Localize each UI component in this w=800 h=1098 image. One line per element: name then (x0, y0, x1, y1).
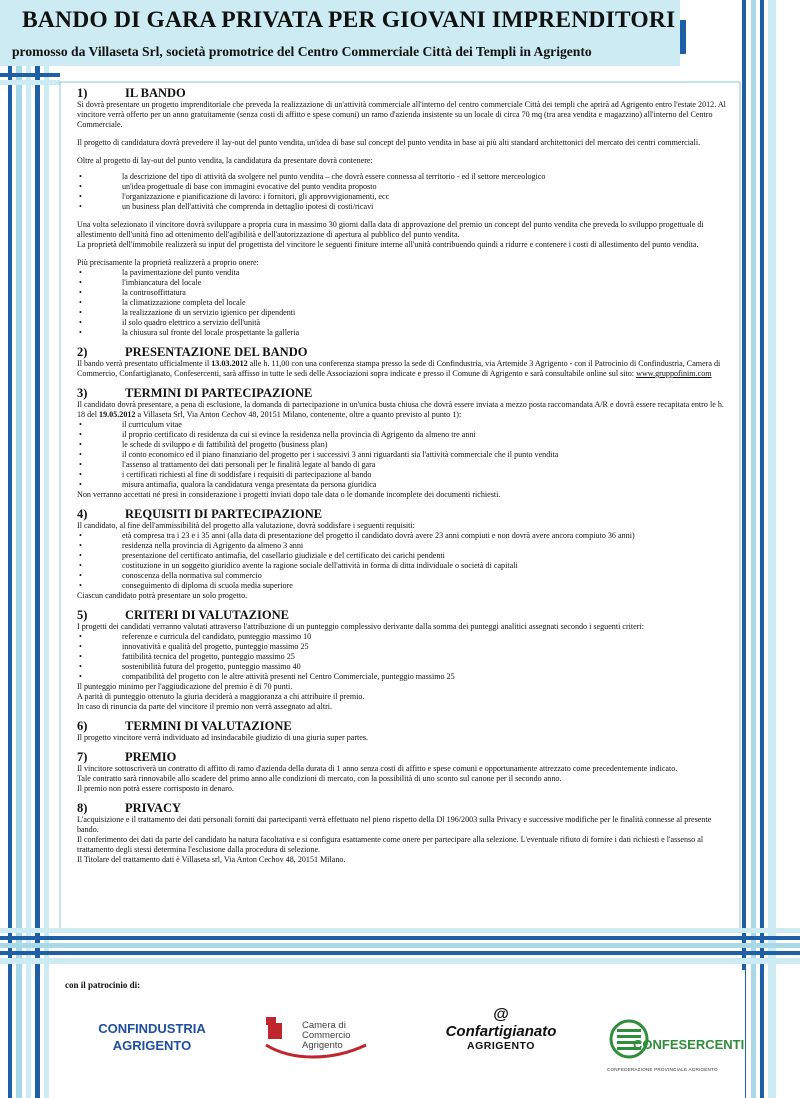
section-termini-partecipazione (77, 386, 730, 500)
paragraph: Ciascun candidato potrà presentare un solo progetto. (77, 591, 248, 600)
list-item: • un business plan dell'attività che comprenda in dettaglio ipotesi di costi/ricavi (77, 202, 730, 212)
section-requisiti (77, 507, 730, 601)
bullet-list (77, 420, 730, 490)
section-heading: 8) PRIVACY (77, 801, 182, 815)
paragraph: Oltre al progetto di lay-out del punto vendita, la candidatura da presentare dovrà contenere: (77, 156, 373, 165)
list-item: • l'assenso al trattamento dei dati personali per le finalità legate al bando di gara (77, 460, 730, 470)
list-item: • le schede di sviluppo e di fattibilità del progetto (business plan) (77, 440, 730, 450)
sponsors-title: con il patrocinio di: (65, 980, 141, 990)
section-heading: 3) TERMINI DI PARTECIPAZIONE (77, 386, 313, 400)
paragraph: Il progetto vincitore verrà individuato ad insindacabile giudizio di una giuria super partes. (77, 733, 369, 742)
bullet-list (77, 531, 730, 591)
paragraph: Il bando verrà presentato ufficialmente il 13.03.2012 alle h. 11,00 con una conferenza stampa presso la sede di Confindustria, via Artemide 3 Agrigento - con il Patrocinio di Confindustria, Camera di Commercio, Confartigianato, Confesercenti, sarà affisso in tutte le sedi delle Associazioni sopra indicate e presso il Comune di Agrigento e sarà consultabile online sul sito: www.gruppofinim.com (77, 359, 721, 378)
paragraph: Si dovrà presentare un progetto imprenditoriale che preveda la realizzazione di un'attività commerciale all'interno del centro commerciale Città dei templi che aprirà ad Agrigento entro l'estate 2012. Al vincitore verrà offerto per un anno gratuitamente (senza costi di affitto e spese comuni) un ramo d'azienda insistente su un locale di circa 70 mq (tra area vendita e magazzino) all'interno del Centro Commerciale. (77, 100, 726, 129)
paragraph: Il progetto di candidatura dovrà prevedere il lay-out del punto vendita, un'idea di base sul concept del punto vendita in base ai più alti standard architettonici del mercato dei centri commerciali. (77, 138, 701, 147)
list-item: • l'organizzazione e pianificazione di lavoro: i fornitori, gli approvvigionamenti, ecc (77, 192, 730, 202)
paragraph: In caso di rinuncia da parte del vincitore il premio non verrà assegnato ad altri. (77, 702, 333, 711)
paragraph: Il premio non potrà essere corrisposto in denaro. (77, 784, 234, 793)
section-heading: 5) CRITERI DI VALUTAZIONE (77, 608, 289, 622)
list-item: • costituzione in un soggetto giuridico avente la ragione sociale dell'attività in forma di ditta individuale o società di capitali (77, 561, 730, 571)
paragraph: A parità di punteggio ottenuto la giuria deciderà a maggioranza a chi attribuire il premio. (77, 692, 365, 701)
presentation-date: 13.03.2012 (211, 359, 248, 368)
logo-text: AGRIGENTO (467, 1040, 535, 1052)
list-item: • i certificati richiesti al fine di soddisfare i requisiti di partecipazione al bando (77, 470, 730, 480)
list-item: • residenza nella provincia di Agrigento da almeno 3 anni (77, 541, 730, 551)
paragraph: Non verranno accettati né presi in considerazione i progetti inviati dopo tale data o le domande incomplete dei documenti richiesti. (77, 490, 501, 499)
website-link[interactable]: www.gruppofinim.com (636, 369, 712, 378)
list-item: • misura antimafia, qualora la candidatura venga presentata da persona giuridica (77, 480, 730, 490)
paragraph: Il Titolare del trattamento dati è Villaseta srl, Via Anton Cechov 48, 20151 Milano. (77, 855, 346, 864)
section-heading: 2) PRESENTAZIONE DEL BANDO (77, 345, 308, 359)
paragraph: Il candidato, al fine dell'ammissibilità del progetto alla valutazione, dovrà soddisfare i seguenti requisiti: (77, 521, 415, 530)
list-item: • compatibilità del progetto con le altre attività presenti nel Centro Commerciale, punteggio massimo 25 (77, 672, 730, 682)
list-item: • la pavimentazione del punto vendita (77, 268, 730, 278)
list-item: • la climatizzazione completa del locale (77, 298, 730, 308)
confindustria-logo (88, 1020, 216, 1054)
section-criteri (77, 608, 730, 712)
list-item: • il proprio certificato di residenza da cui si evince la residenza nella provincia di Agrigento da almeno tre anni (77, 430, 730, 440)
list-item: • conseguimento di diploma di scuola media superiore (77, 581, 730, 591)
confartigianato-logo (440, 1007, 562, 1052)
section-heading: 7) PREMIO (77, 750, 177, 764)
section-heading: 1) IL BANDO (77, 86, 186, 100)
list-item: • fattibilità tecnica del progetto, punteggio massimo 25 (77, 652, 730, 662)
section-heading: 4) REQUISITI DI PARTECIPAZIONE (77, 507, 323, 521)
list-item: • la chiusura sul fronte del locale prospettante la galleria (77, 328, 730, 338)
list-item: • referenze e curricula del candidato, punteggio massimo 10 (77, 632, 730, 642)
paragraph: I progetti dei candidati verranno valutati attraverso l'attribuzione di un punteggio complessivo derivante dalla somma dei punteggi analitici assegnati secondo i seguenti criteri: (77, 622, 644, 631)
paragraph: Una volta selezionato il vincitore dovrà sviluppare a propria cura in massimo 30 giorni dalla data di approvazione del premio un concept del punto vendita che preveda lo sviluppo progettuale di allestimento dell'unità fino ad ottenimento dell'agibilità e dell'autorizzazione di apertura al pubblico del punto vendita. (77, 220, 704, 239)
logo-text: Camera di Commercio (302, 1020, 351, 1041)
logo-text: CONFESERCENTI (633, 1037, 745, 1052)
paragraph: L'acquisizione e il trattamento dei dati personali forniti dai partecipanti verrà effettuato nel pieno rispetto della Dl 196/2003 sulla Privacy e successive modifiche per le finalità connesse al presente bando. (77, 815, 712, 834)
paragraph: Più precisamente la proprietà realizzerà a proprio onere: (77, 258, 259, 267)
page-title: BANDO DI GARA PRIVATA PER GIOVANI IMPRENDITORI (22, 7, 676, 33)
logo-text: CONFINDUSTRIA (98, 1021, 206, 1036)
section-bando (77, 86, 730, 338)
list-item: • innovatività e qualità del progetto, punteggio massimo 25 (77, 642, 730, 652)
page-subtitle: promosso da Villaseta Srl, società promotrice del Centro Commerciale Città dei Templi in Agrigento (12, 44, 592, 59)
section-heading: 6) TERMINI DI VALUTAZIONE (77, 719, 292, 733)
list-item: • la realizzazione di un servizio igienico per dipendenti (77, 308, 730, 318)
list-item: • la descrizione del tipo di attività da svolgere nel punto vendita – che dovrà essere connessa al territorio - ed il settore merceologico (77, 172, 730, 182)
logo-text: AGRIGENTO (112, 1038, 192, 1053)
paragraph: La proprietà dell'immobile realizzerà su input del progettista del vincitore le seguenti finiture interne all'unità contribuendo quindi a ridurre e contenere i costi di allestimento del punto vendita. (77, 240, 699, 249)
paragraph: Il conferimento dei dati da parte del candidato ha natura facoltativa e si configura esattamente come onere per partecipare alla selezione. L'eventuale rifiuto di fornire i dati richiesti e l'assenso al trattamento degli stessi determina l'esclusione dalla procedura di selezione. (77, 835, 704, 854)
header-stripe (680, 20, 686, 54)
section-premio (77, 750, 730, 794)
paragraph: Il candidato dovrà presentare, a pena di esclusione, la domanda di partecipazione in un'unica busta chiusa che dovrà essere inviata a mezzo posta raccomandata A/R e dovrà essere recapitata entro le h. 18 del 19.05.2012 a Villaseta Srl, Via Anton Cechov 48, 20151 Milano, contenente, oltre a quanto previsto al punto 1): (77, 400, 724, 419)
logo-text: Agrigento (302, 1040, 343, 1051)
logo-text: Confartigianato (445, 1023, 557, 1040)
list-item: • conoscenza della normativa sul commercio (77, 571, 730, 581)
section-privacy (77, 801, 730, 865)
list-item: • la controsoffittatura (77, 288, 730, 298)
paragraph: Il vincitore sottoscriverà un contratto di affitto di ramo d'azienda della durata di 1 anno senza costi di affitto e spese comuni e opportunamente attrezzato come precedentemente indicato. (77, 764, 678, 773)
bullet-list (77, 632, 730, 682)
list-item: • età compresa tra i 23 e i 35 anni (alla data di presentazione del progetto il candidato dovrà avere 23 anni compiuti e non dovrà avere ancora compiuto 36 anni) (77, 531, 730, 541)
deadline-date: 19.05.2012 (99, 410, 136, 419)
paragraph: Tale contratto sarà rinnovabile allo scadere del primo anno alle condizioni di mercato, con la possibilità di uno sconto sul canone per il secondo anno. (77, 774, 562, 783)
list-item: • il curriculum vitae (77, 420, 730, 430)
paragraph: Il punteggio minimo per l'aggiudicazione del premio è di 70 punti. (77, 682, 293, 691)
bullet-list (77, 172, 730, 212)
section-termini-valutazione (77, 719, 730, 743)
list-item: • sostenibilità futura del progetto, punteggio massimo 40 (77, 662, 730, 672)
section-presentazione (77, 345, 730, 379)
list-item: • l'imbiancatura del locale (77, 278, 730, 288)
document-body (77, 86, 730, 872)
list-item: • il solo quadro elettrico a servizio dell'unità (77, 318, 730, 328)
list-item: • un'idea progettuale di base con immagini evocative del punto vendita proposto (77, 182, 730, 192)
bullet-list (77, 268, 730, 338)
list-item: • presentazione del certificato antimafia, del casellario giudiziale e del certificato dei carichi pendenti (77, 551, 730, 561)
logo-text: CONFEDERAZIONE PROVINCIALE AGRIGENTO (607, 1067, 718, 1072)
list-item: • il conto economico ed il piano finanziario del progetto per i successivi 3 anni riguardanti sia l'attività commerciale che il punto vendita (77, 450, 730, 460)
at-icon: @ (493, 1006, 509, 1023)
